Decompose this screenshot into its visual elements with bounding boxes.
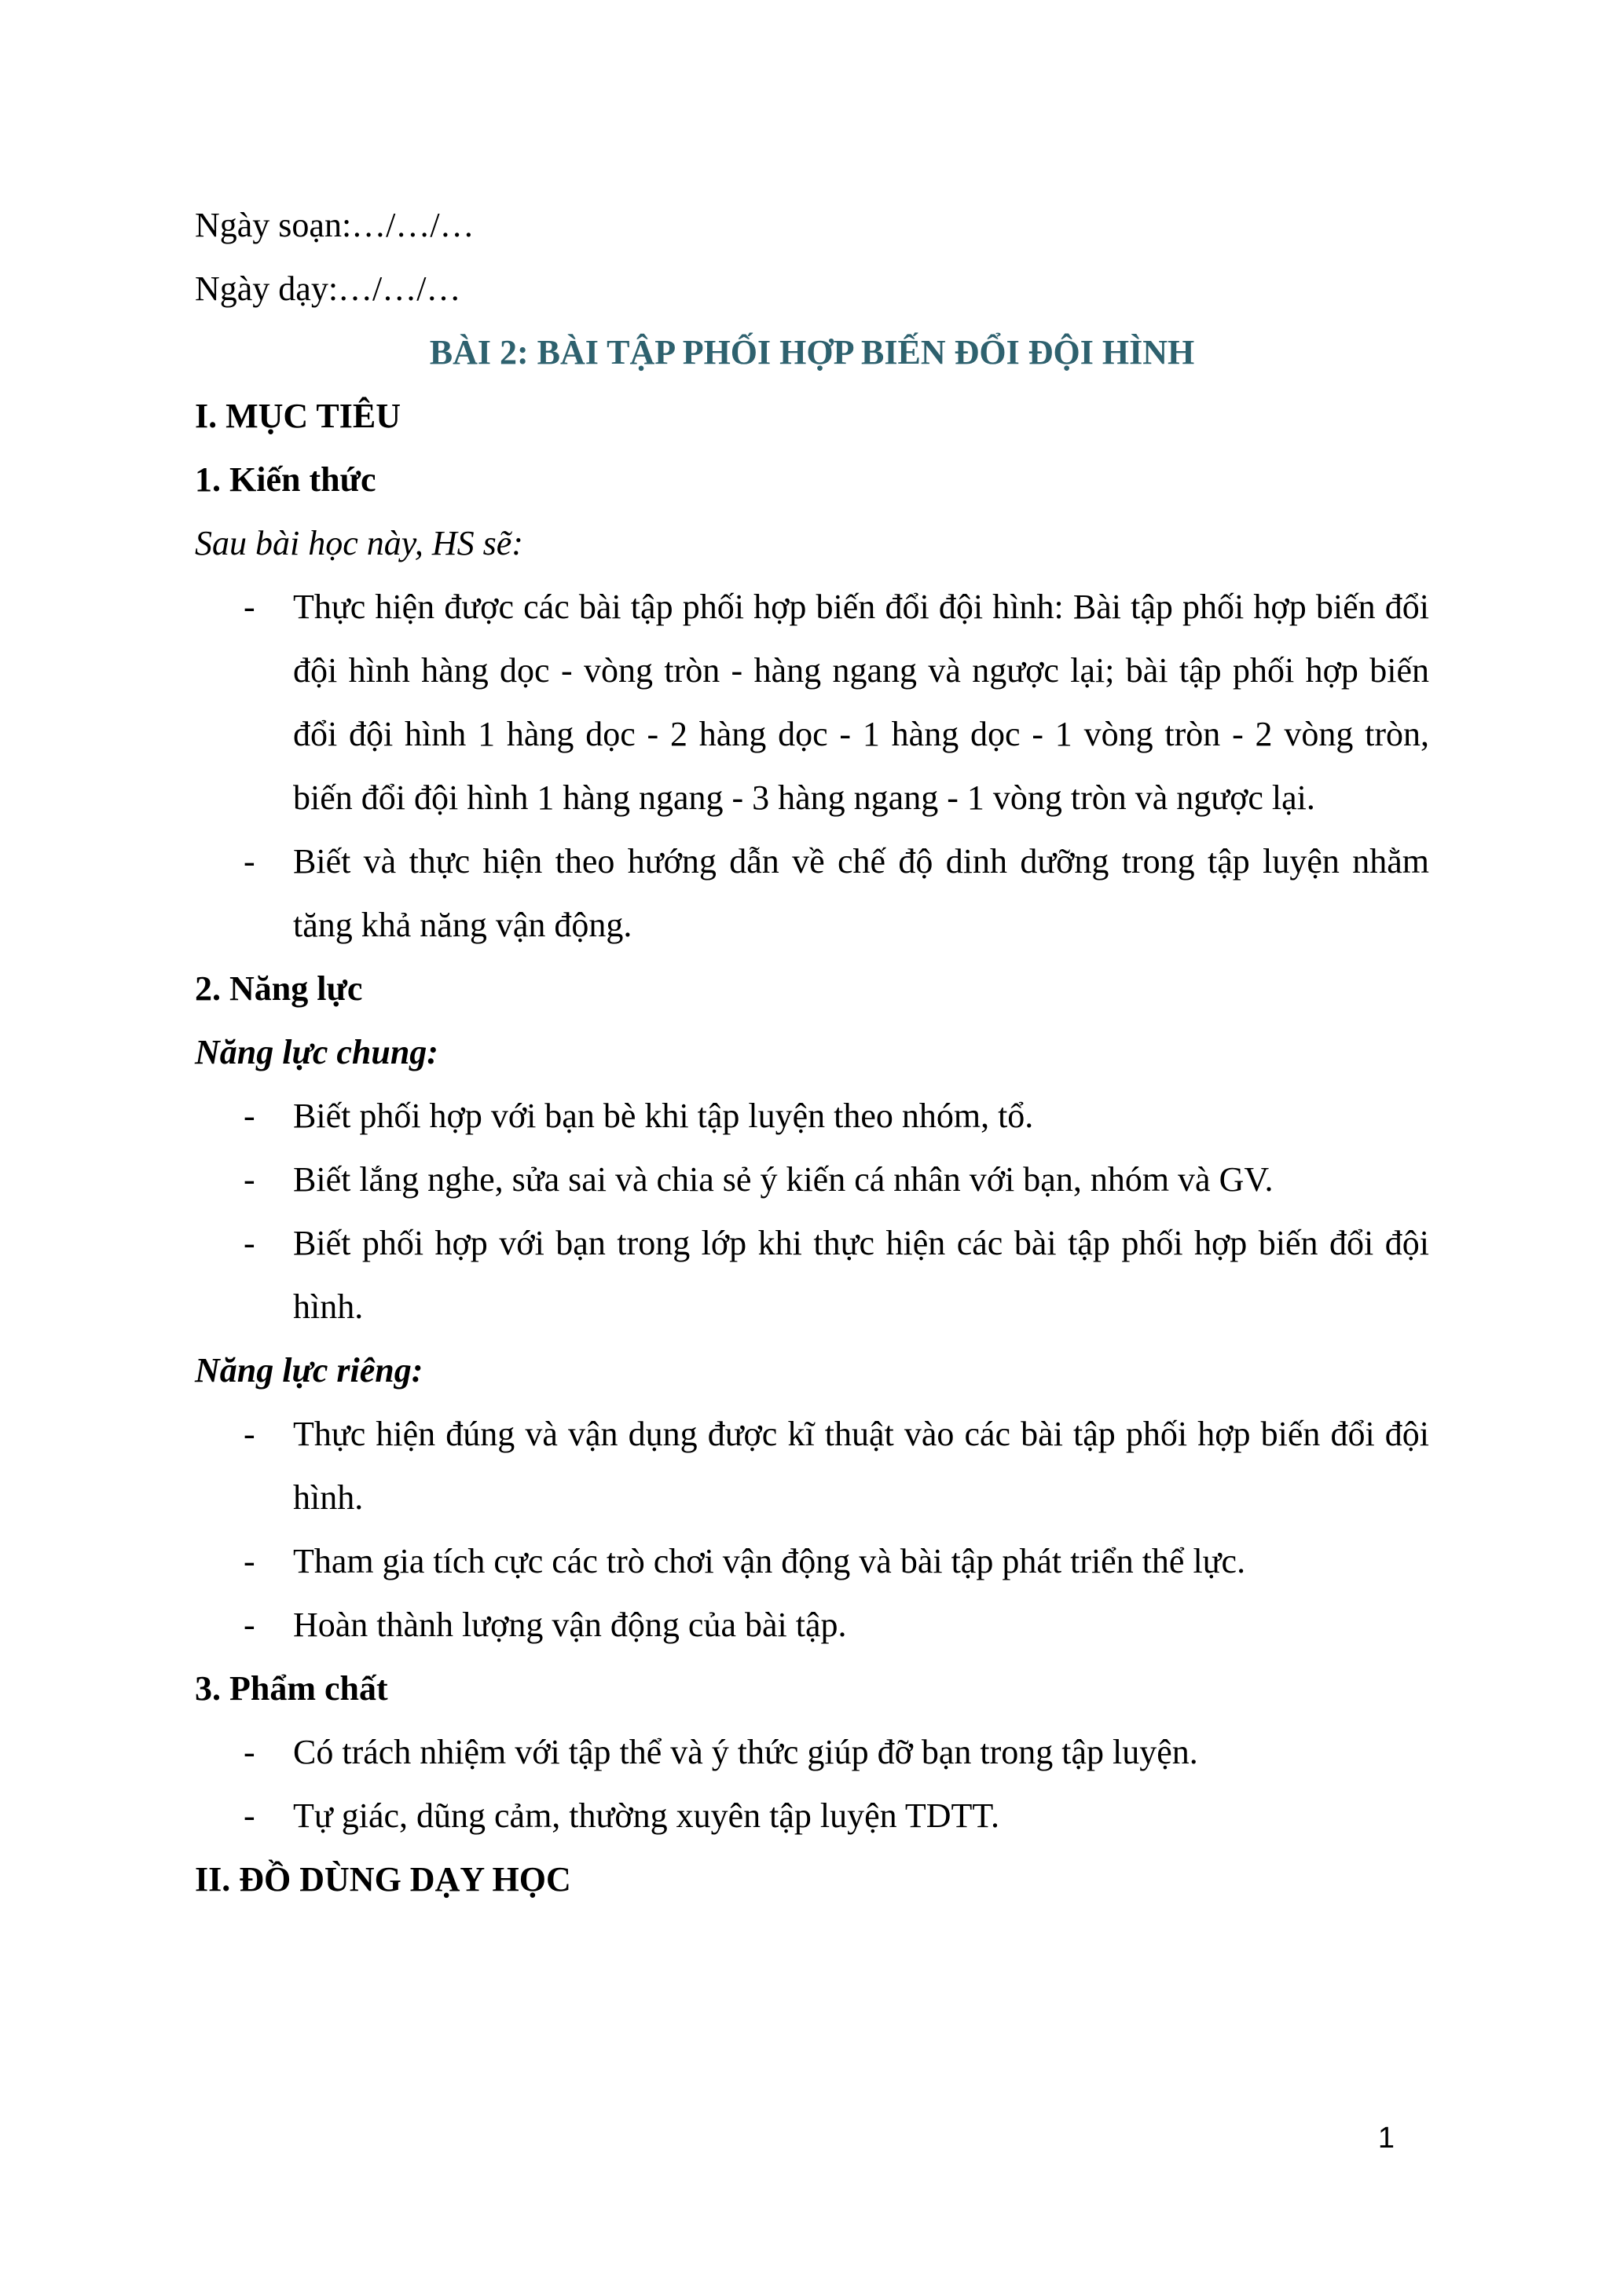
bullet-item xyxy=(195,829,1429,957)
document-body xyxy=(195,193,1429,1911)
bullet-text: Thực hiện đúng và vận dụng được kĩ thuật vào các bài tập phối hợp biến đổi đội hình. xyxy=(293,1415,1429,1517)
bullet-marker: - xyxy=(244,1542,255,1580)
bullet-marker: - xyxy=(244,1224,255,1262)
bullet-text: Hoàn thành lượng vận động của bài tập. xyxy=(293,1606,847,1644)
page-number: 1 xyxy=(1377,2122,1395,2155)
bullet-item xyxy=(195,1084,1429,1148)
bullet-text: Tự giác, dũng cảm, thường xuyên tập luyện TDTT. xyxy=(293,1796,1000,1835)
bullet-marker: - xyxy=(244,1733,255,1771)
bullet-marker: - xyxy=(244,1415,255,1453)
bullet-item xyxy=(195,1148,1429,1211)
subsection-heading-nang-luc: 2. Năng lực xyxy=(195,969,363,1008)
date-line-day: Ngày dạy:…/…/… xyxy=(195,269,461,308)
bullet-marker: - xyxy=(244,1160,255,1199)
subsection-heading-kien-thuc: 1. Kiến thức xyxy=(195,460,376,499)
bullet-item xyxy=(195,1784,1429,1847)
bullet-text: Biết phối hợp với bạn trong lớp khi thực hiện các bài tập phối hợp biến đổi đội hình. xyxy=(293,1224,1429,1326)
bullet-marker: - xyxy=(244,842,255,881)
bullet-text: Biết phối hợp với bạn bè khi tập luyện theo nhóm, tổ. xyxy=(293,1097,1034,1135)
lesson-title: BÀI 2: BÀI TẬP PHỐI HỢP BIẾN ĐỔI ĐỘI HÌNH xyxy=(429,333,1195,372)
bullet-item xyxy=(195,1593,1429,1657)
subsection-heading-pham-chat: 3. Phẩm chất xyxy=(195,1669,388,1708)
bullet-marker: - xyxy=(244,1097,255,1135)
subheading-nang-luc-chung: Năng lực chung: xyxy=(195,1033,438,1071)
bullet-text: Biết lắng nghe, sửa sai và chia sẻ ý kiến cá nhân với bạn, nhóm và GV. xyxy=(293,1160,1274,1199)
bullet-item xyxy=(195,1529,1429,1593)
subheading-nang-luc-rieng: Năng lực riêng: xyxy=(195,1351,423,1390)
date-line-soan: Ngày soạn:…/…/… xyxy=(195,206,475,244)
bullet-marker: - xyxy=(244,1796,255,1835)
bullet-item xyxy=(195,1720,1429,1784)
bullet-text: Tham gia tích cực các trò chơi vận động và bài tập phát triển thể lực. xyxy=(293,1542,1246,1580)
section-heading-do-dung-day-hoc: II. ĐỒ DÙNG DẠY HỌC xyxy=(195,1860,571,1899)
bullet-item xyxy=(195,1211,1429,1338)
bullet-item xyxy=(195,575,1429,829)
bullet-text: Có trách nhiệm với tập thể và ý thức giúp đỡ bạn trong tập luyện. xyxy=(293,1733,1198,1771)
bullet-text: Biết và thực hiện theo hướng dẫn về chế độ dinh dưỡng trong tập luyện nhằm tăng khả năng vận động. xyxy=(293,842,1429,944)
bullet-item xyxy=(195,1402,1429,1529)
intro-italic-line: Sau bài học này, HS sẽ: xyxy=(195,524,523,562)
bullet-marker: - xyxy=(244,1606,255,1644)
section-heading-muc-tieu: I. MỤC TIÊU xyxy=(195,397,401,435)
bullet-marker: - xyxy=(244,588,255,626)
bullet-text: Thực hiện được các bài tập phối hợp biến đổi đội hình: Bài tập phối hợp biến đổi đội hình hàng dọc - vòng tròn - hàng ngang và ngược lại; bài tập phối hợp biến đổi đội hình 1 hàng dọc - 2 hàng dọc - 1 hàng dọc - 1 vòng tròn - 2 vòng tròn, biến đổi đội hình 1 hàng ngang - 3 hàng ngang - 1 vòng tròn và ngược lại. xyxy=(293,588,1429,817)
